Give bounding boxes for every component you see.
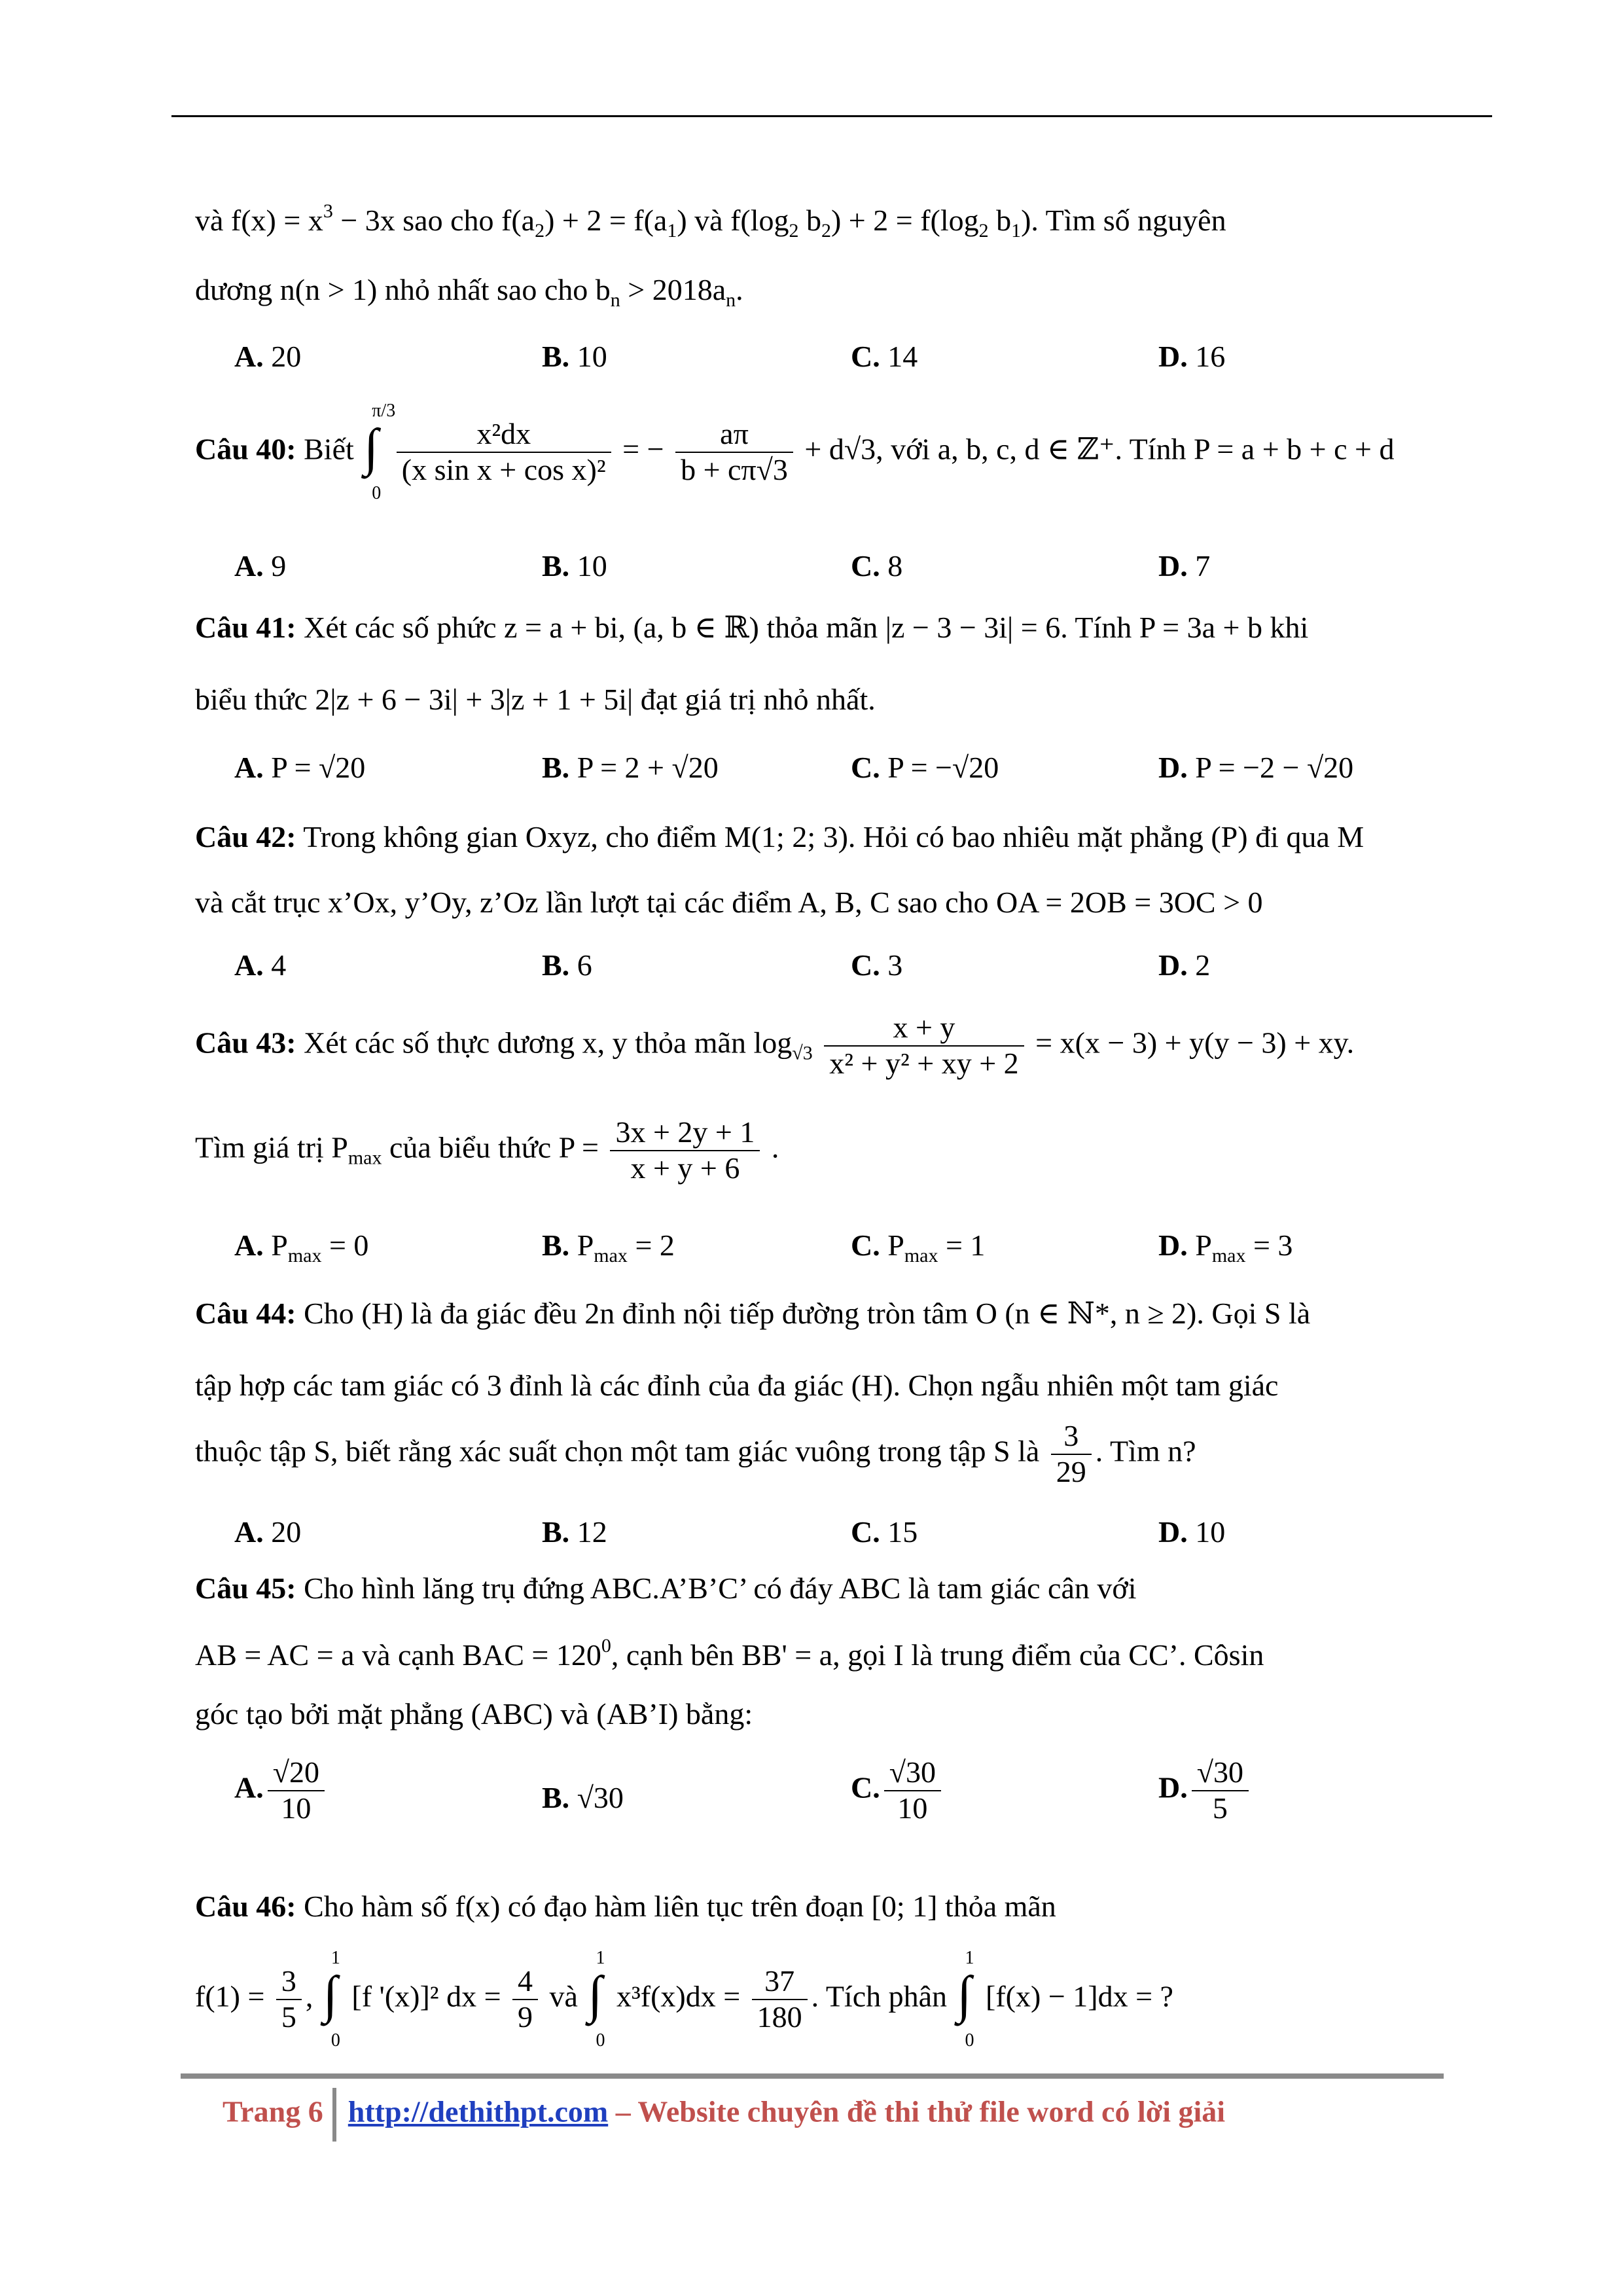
question-label: Câu 43: xyxy=(195,1026,296,1060)
q44-line2: tập hợp các tam giác có 3 đỉnh là các đỉnh của đa giác (H). Chọn ngẫu nhiên một tam giác xyxy=(195,1369,1279,1402)
fraction: $\frac{x + y}{\text{x² + y² + xy + 2}}$ xyxy=(824,1011,1024,1081)
option-d[interactable]: D. 16 xyxy=(1158,340,1226,373)
q43-line2: Tìm giá trị $P_{max}$ của biểu thức P = $\frac{3x + 2y + 1}{x + y + 6}$ . xyxy=(195,1115,779,1185)
q40-text: Câu 40: Biết π/3 ∫ 0 $\frac{\text{x²dx}}{\text{(x sin x + cos x)²}}$ = − $\frac{a\pi}{b + c\pi√3}$ + d√3, với a, b, c, d ∈ ℤ⁺. Tính P = a + b + c + d xyxy=(195,401,1395,503)
option-c[interactable]: C. $\frac{√30}{10}$ xyxy=(851,1755,945,1826)
question-label: Câu 46: xyxy=(195,1890,296,1923)
q42-line2: và cắt trục x’Ox, y’Oy, z’Oz lần lượt tại các điểm A, B, C sao cho OA = 2OB = 3OC > 0 xyxy=(195,886,1263,919)
option-c[interactable]: C. P = −√20 xyxy=(851,751,999,784)
footer-divider xyxy=(332,2088,336,2142)
q46-line2: f(1) = $\frac{3}{5}$ , 1 ∫ 0 [f '(x)]² dx = $\frac{4}{9}$ và 1 ∫ 0 x³f(x)dx = $\frac{37}{180}$ . Tích phân 1 ∫ 0 [f(x) − 1]dx = ? xyxy=(195,1948,1173,2051)
option-b[interactable]: B. 6 xyxy=(542,948,592,982)
option-b[interactable]: B. $P_{max} = 2$ xyxy=(542,1229,675,1266)
option-c[interactable]: C. $P_{max} = 1$ xyxy=(851,1229,986,1266)
option-d[interactable]: D. 7 xyxy=(1158,549,1211,583)
option-a[interactable]: A. $\frac{√20}{10}$ xyxy=(234,1755,329,1826)
q39-line1: và $f(x) = x^3 - 3x$ sao cho $f(a_2) + 2 = f(a_1)$ và $f(\log_2$ $b_2) + 2 = f(\log_2$ $b_1$). Tìm số nguyên xyxy=(195,200,1226,242)
q41-line2: biểu thức 2|z + 6 − 3i| + 3|z + 1 + 5i| đạt giá trị nhỏ nhất. xyxy=(195,683,876,716)
option-b[interactable]: B. 12 xyxy=(542,1515,607,1549)
option-b[interactable]: B. √30 xyxy=(542,1781,624,1814)
fraction: $\frac{3}{29}$ xyxy=(1051,1419,1092,1490)
option-d[interactable]: D. P = −2 − √20 xyxy=(1158,751,1354,784)
option-a[interactable]: A. 20 xyxy=(234,340,302,373)
option-b[interactable]: B. P = 2 + √20 xyxy=(542,751,719,784)
q44-line3: thuộc tập S, biết rằng xác suất chọn một tam giác vuông trong tập S là $\frac{3}{29}$ . Tìm n? xyxy=(195,1419,1196,1488)
integral-sign: 1 ∫ 0 xyxy=(588,1948,605,2051)
q45-line1: Câu 45: Cho hình lăng trụ đứng ABC.A’B’C’ có đáy ABC là tam giác cân với xyxy=(195,1571,1137,1605)
q44-line1: Câu 44: Cho (H) là đa giác đều 2n đỉnh nội tiếp đường tròn tâm O (n ∈ ℕ*, n ≥ 2). Gọi S là xyxy=(195,1297,1311,1330)
option-a[interactable]: A. 20 xyxy=(234,1515,302,1549)
option-c[interactable]: C. 3 xyxy=(851,948,903,982)
footer-tagline: – Website chuyên đề thi thử file word có lời giải xyxy=(615,2094,1226,2128)
fraction: $\frac{37}{180}$ xyxy=(752,1964,808,2035)
q46-line1: Câu 46: Cho hàm số f(x) có đạo hàm liên tục trên đoạn [0; 1] thỏa mãn xyxy=(195,1890,1056,1923)
question-label: Câu 45: xyxy=(195,1571,296,1605)
option-d[interactable]: D. 2 xyxy=(1158,948,1211,982)
q43-line1: Câu 43: Xét các số thực dương x, y thỏa mãn $\log_{√3}$ $\frac{x + y}{\text{x² + y² + xy + 2}}$ = x(x − 3) + y(y − 3) + xy. xyxy=(195,1011,1355,1080)
fraction: $\frac{3x + 2y + 1}{x + y + 6}$ xyxy=(610,1115,760,1186)
page-number: Trang 6 xyxy=(223,2094,323,2128)
question-label: Câu 44: xyxy=(195,1297,296,1330)
option-d[interactable]: D. 10 xyxy=(1158,1515,1226,1549)
option-c[interactable]: C. 8 xyxy=(851,549,903,583)
question-label: Câu 41: xyxy=(195,611,296,644)
option-a[interactable]: A. 4 xyxy=(234,948,287,982)
option-b[interactable]: B. 10 xyxy=(542,340,607,373)
header-rule xyxy=(171,115,1492,117)
page-footer xyxy=(223,2088,1225,2142)
fraction: $\frac{3}{5}$ xyxy=(276,1964,302,2035)
option-c[interactable]: C. 14 xyxy=(851,340,918,373)
option-c[interactable]: C. 15 xyxy=(851,1515,918,1549)
option-b[interactable]: B. 10 xyxy=(542,549,607,583)
fraction: $\frac{\text{x²dx}}{\text{(x sin x + cos x)²}}$ xyxy=(397,417,611,488)
q39-line2: dương n(n > 1) nhỏ nhất sao cho $b_n > 2018a_n$. xyxy=(195,273,743,311)
q45-options xyxy=(234,1755,1412,1854)
fraction: $\frac{4}{9}$ xyxy=(512,1964,538,2035)
integral-sign: 1 ∫ 0 xyxy=(957,1948,974,2051)
q45-line2: AB = AC = a và cạnh BAC = $120^0$, cạnh bên BB' = a, gọi I là trung điểm của CC’. Côsin xyxy=(195,1635,1264,1672)
option-a[interactable]: A. 9 xyxy=(234,549,287,583)
website-link[interactable]: http://dethithpt.com xyxy=(348,2094,609,2128)
option-a[interactable]: A. $P_{max} = 0$ xyxy=(234,1229,369,1266)
q45-line3: góc tạo bởi mặt phẳng (ABC) và (AB’I) bằng: xyxy=(195,1697,753,1731)
q42-line1: Câu 42: Trong không gian Oxyz, cho điểm M(1; 2; 3). Hỏi có bao nhiêu mặt phẳng (P) đi qua M xyxy=(195,820,1364,853)
question-label: Câu 42: xyxy=(195,820,296,853)
integral-sign: π/3 ∫ 0 xyxy=(364,401,396,503)
q41-line1: Câu 41: Xét các số phức z = a + bi, (a, b ∈ ℝ) thỏa mãn |z − 3 − 3i| = 6. Tính P = 3a + b khi xyxy=(195,611,1309,644)
option-d[interactable]: D. $\frac{√30}{5}$ xyxy=(1158,1755,1253,1826)
option-d[interactable]: D. $P_{max} = 3$ xyxy=(1158,1229,1293,1266)
footer-rule xyxy=(181,2073,1444,2079)
option-a[interactable]: A. P = √20 xyxy=(234,751,366,784)
fraction: $\frac{a\pi}{b + c\pi√3}$ xyxy=(675,417,793,488)
integral-sign: 1 ∫ 0 xyxy=(323,1948,340,2051)
question-label: Câu 40: xyxy=(195,432,296,466)
